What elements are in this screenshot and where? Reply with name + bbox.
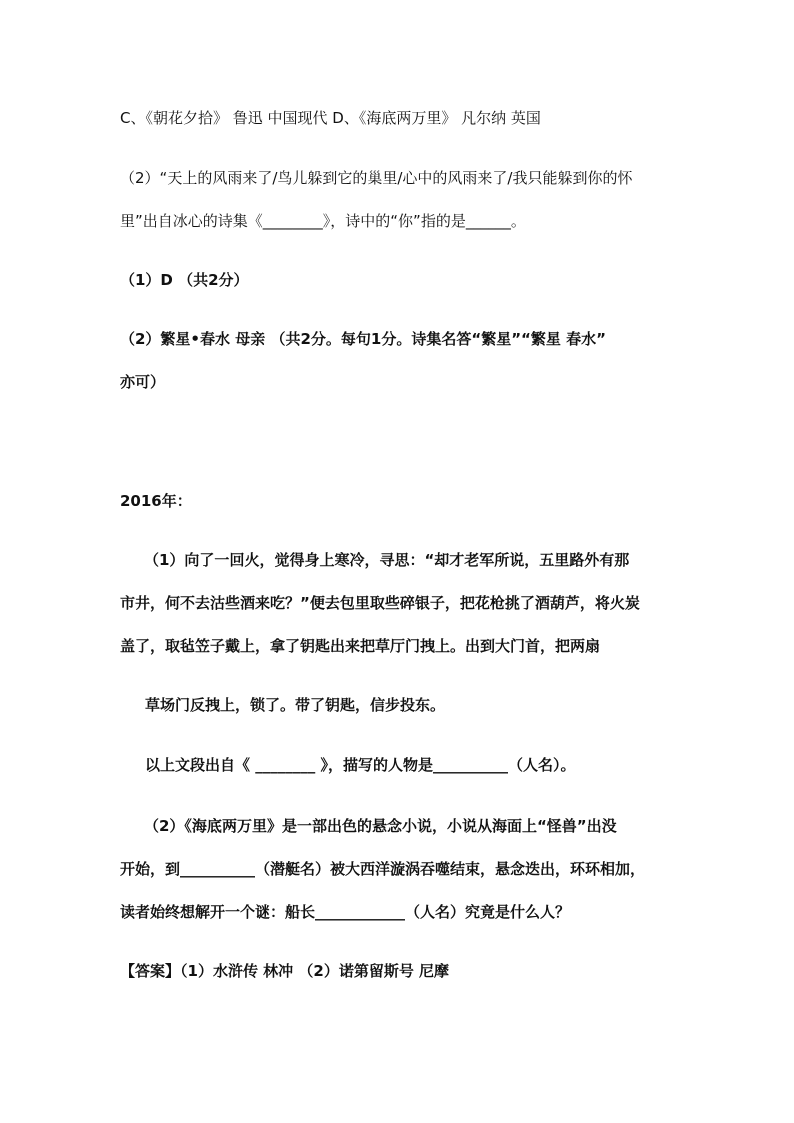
year-heading: 2016年： xyxy=(120,492,192,510)
passage-2-line-1: （2）《海底两万里》是一部出色的悬念小说，小说从海面上“怪兽”出没 xyxy=(144,817,617,835)
answer-2-line-2: 亦可） xyxy=(120,373,166,391)
passage-1-line-1: （1）向了一回火，觉得身上寒冷，寻思：“却才老军所说，五里路外有那 xyxy=(144,551,630,569)
answer-2016: 【答案】（1）水浒传 林冲 （2）诺第留斯号 尼摩 xyxy=(120,962,450,980)
passage-1-question: 以上文段出自《 ________ 》，描写的人物是__________（人名）。 xyxy=(145,756,576,774)
passage-1-line-4: 草场门反拽上，锁了。带了钥匙，信步投东。 xyxy=(145,696,446,714)
question-2-line-1: （2）“天上的风雨来了/鸟儿躲到它的巢里/心中的风雨来了/我只能躲到你的怀 xyxy=(120,169,633,187)
answer-2-line-1: （2）繁星•春水 母亲 （共2分。每句1分。诗集名答“繁星”“繁星 春水” xyxy=(120,330,607,348)
answer-1: （1）D （共2分） xyxy=(120,271,249,289)
passage-1-line-2: 市井，何不去沽些酒来吃？”便去包里取些碎银子，把花枪挑了酒葫芦，将火炭 xyxy=(120,594,640,612)
option-line: C、《朝花夕拾》 鲁迅 中国现代 D、《海底两万里》 凡尔纳 英国 xyxy=(120,109,541,127)
passage-1-line-3: 盖了，取毡笠子戴上，拿了钥匙出来把草厅门拽上。出到大门首，把两扇 xyxy=(120,637,601,655)
passage-2-line-3: 读者始终想解开一个谜：船长____________（人名）究竟是什么人？ xyxy=(120,903,571,921)
passage-2-line-2: 开始，到__________（潜艇名）被大西洋漩涡吞噬结束，悬念迭出，环环相加， xyxy=(120,860,646,878)
question-2-line-2: 里”出自冰心的诗集《________》，诗中的“你”指的是______。 xyxy=(120,212,526,230)
